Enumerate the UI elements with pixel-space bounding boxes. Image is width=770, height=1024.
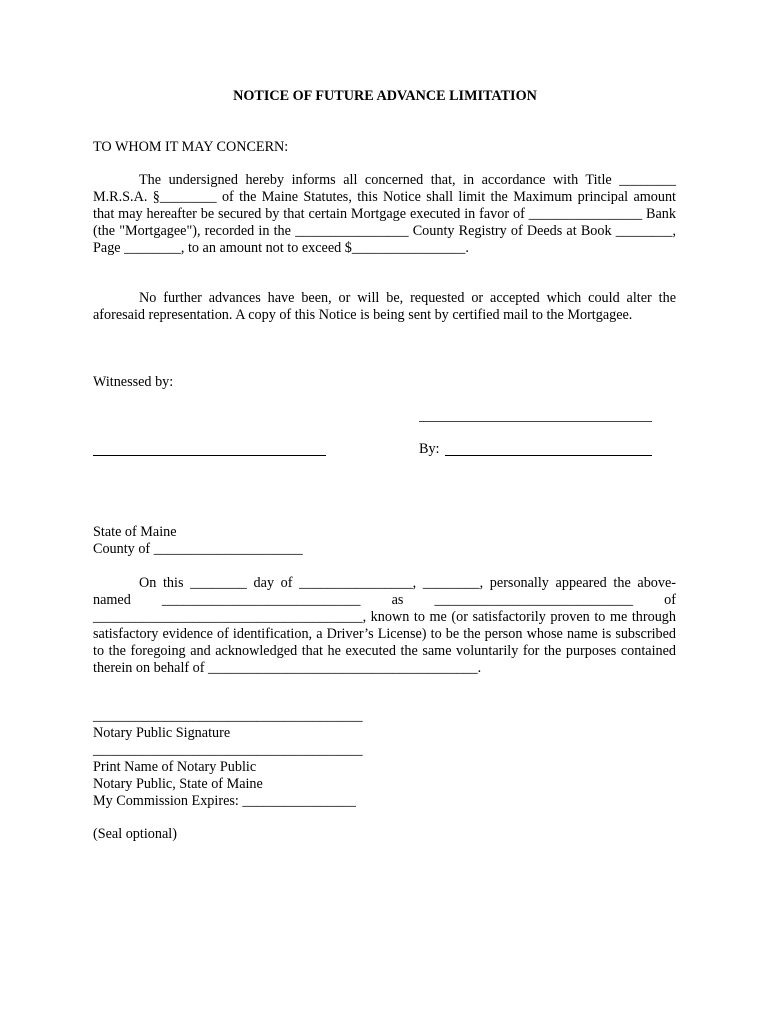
notary-state-label: Notary Public, State of Maine <box>93 776 263 792</box>
acknowledgment-paragraph: On this ________ day of ________________, ________, personally appeared the above-named ____________________________ as ____________________________ of ______________________________________, known to me (or satisfactorily proven to me through satisfactory evidence of identification, a Driver’s License) to be the person whose name is subscribed to the foregoing and acknowledged that he executed the same voluntarily for the purposes contained therein on behalf of ______________________________________. <box>93 575 676 676</box>
seal-note: (Seal optional) <box>93 826 177 842</box>
commission-expires: My Commission Expires: ________________ <box>93 793 356 809</box>
paragraph-limitation: The undersigned hereby informs all concerned that, in accordance with Title ________ M.R.S.A. §________ of the Maine Statutes, this Notice shall limit the Maximum principal amount that may hereafter be secured by that certain Mortgage executed in favor of ________________ Bank (the "Mortgagee"), recorded in the ________________ County Registry of Deeds at Book ________, Page ________, to an amount not to exceed $________________. <box>93 172 676 256</box>
notary-signature-label: Notary Public Signature <box>93 725 231 741</box>
by-label: By: <box>419 441 440 457</box>
county-label: County of _____________________ <box>93 541 303 557</box>
notary-print-name-line: ______________________________________ <box>93 742 363 758</box>
salutation: TO WHOM IT MAY CONCERN: <box>93 139 289 155</box>
witness-signature-line <box>93 455 326 456</box>
mortgagor-name-line <box>419 421 652 422</box>
by-signature-line <box>445 455 652 456</box>
state-label: State of Maine <box>93 524 177 540</box>
document-title: NOTICE OF FUTURE ADVANCE LIMITATION <box>233 88 537 104</box>
notary-print-name-label: Print Name of Notary Public <box>93 759 257 775</box>
notary-signature-line: ______________________________________ <box>93 708 363 724</box>
witnessed-by-label: Witnessed by: <box>93 374 174 390</box>
paragraph-no-further-advances: No further advances have been, or will be, requested or accepted which could alter the aforesaid representation. A copy of this Notice is being sent by certified mail to the Mortgagee. <box>93 290 676 323</box>
